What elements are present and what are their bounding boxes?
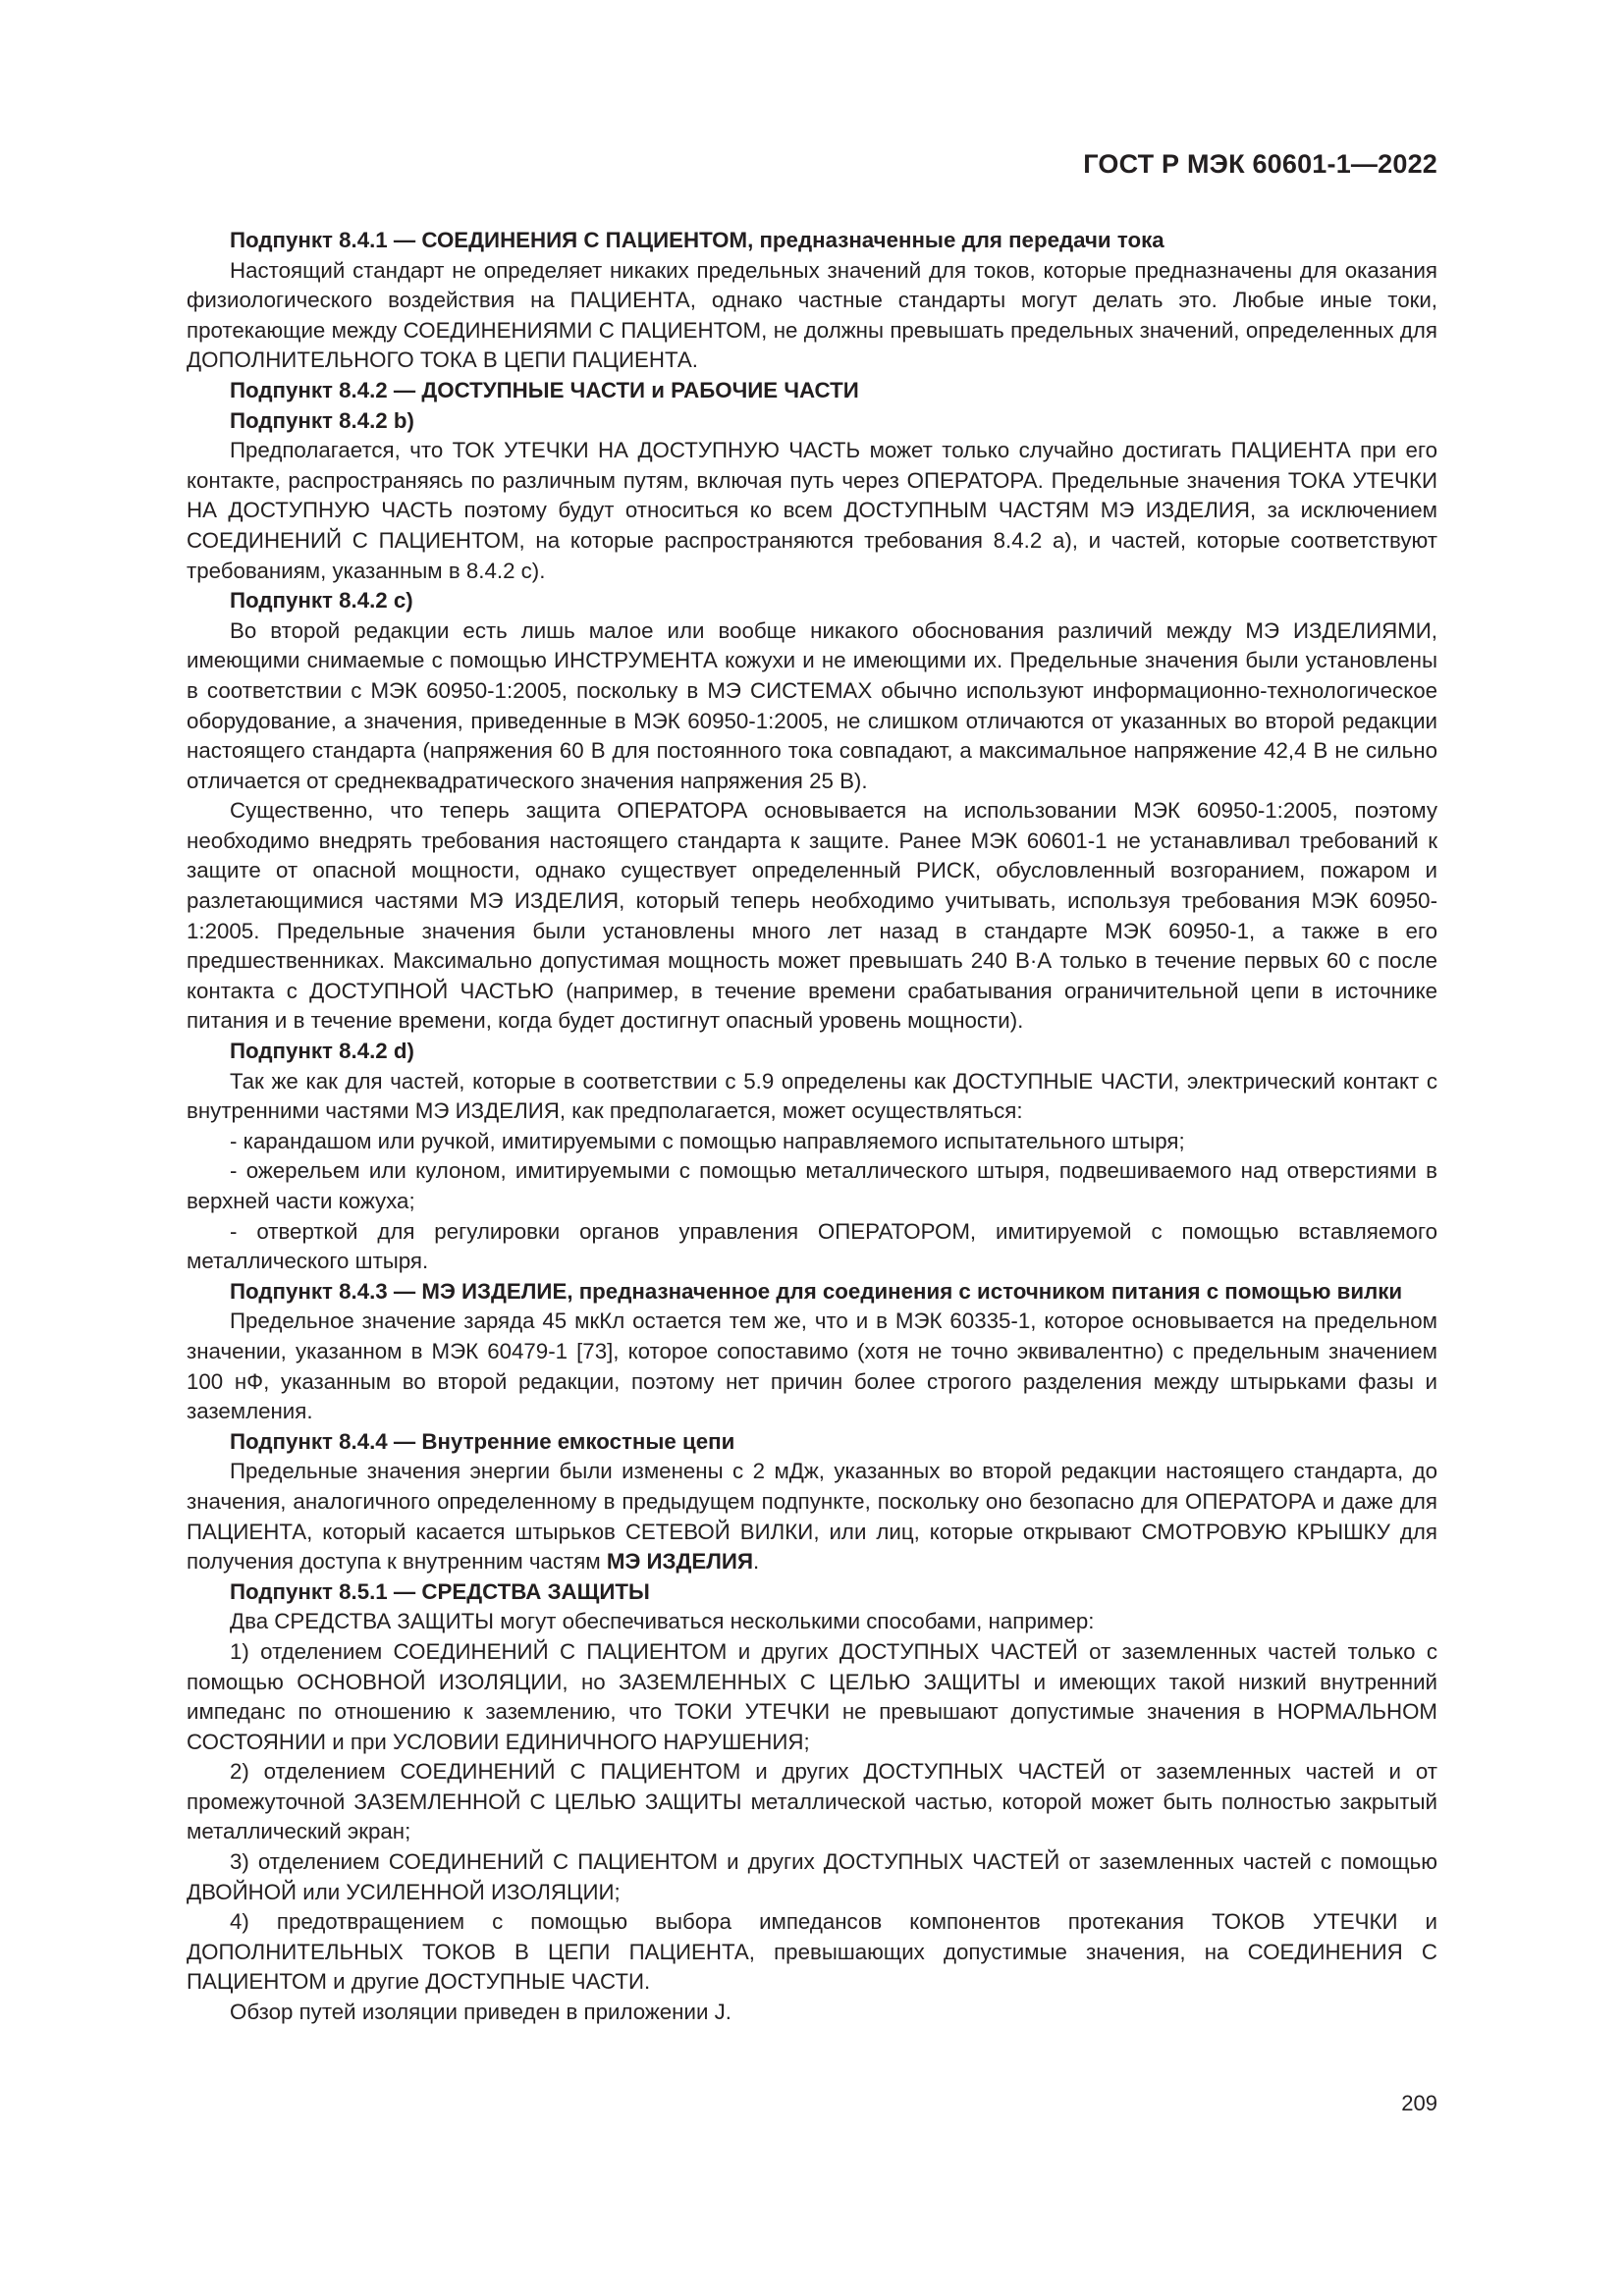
section-heading-8-4-2-d: Подпункт 8.4.2 d) xyxy=(230,1039,414,1064)
paragraph: Два СРЕДСТВА ЗАЩИТЫ могут обеспечиваться несколькими способами, например: xyxy=(230,1609,1095,1634)
bold-term: МЭ ИЗДЕЛИЯ xyxy=(606,1549,753,1575)
paragraph-end: . xyxy=(752,1549,760,1575)
paragraph: Существенно, что теперь защита ОПЕРАТОРА основывается на использовании МЭК 60950-1:2005, поэтому необходимо внедрять требования настоящего стандарта к защите. Ранее МЭК 60601-1 не устанавливал требований к защите от опасной мощности, однако существует определенный РИСК, обусловленный возгоранием, пожаром и разлетающимися частями МЭ ИЗДЕЛИЯ, который теперь необходимо учитывать, используя требования МЭК 60950-1:2005. Предельные значения были установлены много лет назад в стандарте МЭК 60950-1, а также в его предшественниках. Максимально допустимая мощность может превышать 240 В·А только в течение первых 60 с после контакта с ДОСТУПНОЙ ЧАСТЬЮ (например, в течение времени срабатывания ограничительной цепи в источнике питания и в течение времени, когда будет достигнут опасный уровень мощности). xyxy=(187,798,1437,1034)
paragraph xyxy=(187,1457,1437,1576)
section-heading-8-4-2-c: Подпункт 8.4.2 c) xyxy=(230,588,413,614)
paragraph-text: Предельные значения энергии были изменены с 2 мДж, указанных во второй редакции настоящего стандарта, до значения, аналогичного определенному в предыдущем подпункте, поскольку оно безопасно для ОПЕРАТОРА и даже для ПАЦИЕНТА, который касается штырьков СЕТЕВОЙ ВИЛКИ, или лиц, которые открывают СМОТРОВУЮ КРЫШКУ для получения доступа к внутренним частям xyxy=(187,1459,1437,1575)
list-item: - ожерельем или кулоном, имитируемыми с помощью металлического штыря, подвешиваемого над отверстиями в верхней части кожуха; xyxy=(187,1158,1437,1213)
paragraph: Настоящий стандарт не определяет никаких предельных значений для токов, которые предназначены для оказания физиологического воздействия на ПАЦИЕНТА, однако частные стандарты могут делать это. Любые иные токи, протекающие между СОЕДИНЕНИЯМИ С ПАЦИЕНТОМ, не должны превышать предельных значений, определенных для ДОПОЛНИТЕЛЬНОГО ТОКА В ЦЕПИ ПАЦИЕНТА. xyxy=(187,257,1437,373)
section-heading-8-4-2-b: Подпункт 8.4.2 b) xyxy=(230,407,414,433)
paragraph: Предполагается, что ТОК УТЕЧКИ НА ДОСТУПНУЮ ЧАСТЬ может только случайно достигать ПАЦИЕНТА при его контакте, распространяясь по различным путям, включая путь через ОПЕРАТОРА. Предельные значения ТОКА УТЕЧКИ НА ДОСТУПНУЮ ЧАСТЬ поэтому будут относиться ко всем ДОСТУПНЫМ ЧАСТЯМ МЭ ИЗДЕЛИЯ, за исключением СОЕДИНЕНИЙ С ПАЦИЕНТОМ, на которые распространяются требования 8.4.2 а), и частей, которые соответствуют требованиям, указанным в 8.4.2 с). xyxy=(187,438,1437,583)
section-heading-8-4-1: Подпункт 8.4.1 — СОЕДИНЕНИЯ С ПАЦИЕНТОМ, предназначенные для передачи тока xyxy=(230,228,1164,252)
section-heading-8-4-3: Подпункт 8.4.3 — МЭ ИЗДЕЛИЕ, предназначенное для соединения с источником питания с помощью вилки xyxy=(230,1278,1403,1304)
page-number: 209 xyxy=(1401,2091,1437,2115)
list-item: 1) отделением СОЕДИНЕНИЙ С ПАЦИЕНТОМ и других ДОСТУПНЫХ ЧАСТЕЙ от заземленных частей только с помощью ОСНОВНОЙ ИЗОЛЯЦИИ, но ЗАЗЕМЛЕННЫХ С ЦЕЛЬЮ ЗАЩИТЫ и имеющих такой низкий внутренний импеданс по отношению к заземлению, что ТОКИ УТЕЧКИ не превышают допустимые значения в НОРМАЛЬНОМ СОСТОЯНИИ и при УСЛОВИИ ЕДИНИЧНОГО НАРУШЕНИЯ; xyxy=(187,1638,1437,1754)
section-heading-8-4-2: Подпункт 8.4.2 — ДОСТУПНЫЕ ЧАСТИ и РАБОЧИЕ ЧАСТИ xyxy=(230,377,859,402)
section-heading-8-4-4: Подпункт 8.4.4 — Внутренние емкостные цепи xyxy=(230,1428,735,1454)
section-heading-8-5-1: Подпункт 8.5.1 — СРЕДСТВА ЗАЩИТЫ xyxy=(230,1578,650,1604)
list-item: 3) отделением СОЕДИНЕНИЙ С ПАЦИЕНТОМ и других ДОСТУПНЫХ ЧАСТЕЙ от заземленных частей с помощью ДВОЙНОЙ или УСИЛЕННОЙ ИЗОЛЯЦИИ; xyxy=(187,1849,1437,1904)
list-item: 2) отделением СОЕДИНЕНИЙ С ПАЦИЕНТОМ и других ДОСТУПНЫХ ЧАСТЕЙ от заземленных частей и от промежуточной ЗАЗЕМЛЕННОЙ С ЦЕЛЬЮ ЗАЩИТЫ металлической частью, которой может быть полностью закрытый металлический экран; xyxy=(187,1759,1437,1844)
list-item: - отверткой для регулировки органов управления ОПЕРАТОРОМ, имитируемой с помощью вставляемого металлического штыря. xyxy=(187,1218,1437,1274)
paragraph: Предельное значение заряда 45 мкКл остается тем же, что и в МЭК 60335-1, которое основывается на предельном значении, указанном в МЭК 60479-1 [73], которое сопоставимо (хотя не точно эквивалентно) с предельным значением 100 нФ, указанным во второй редакции, поэтому нет причин более строгого разделения между штырьками фазы и заземления. xyxy=(187,1308,1437,1424)
paragraph: Так же как для частей, которые в соответствии с 5.9 определены как ДОСТУПНЫЕ ЧАСТИ, электрический контакт с внутренними частями МЭ ИЗДЕЛИЯ, как предполагается, может осуществляться: xyxy=(187,1068,1437,1124)
document-id: ГОСТ Р МЭК 60601-1—2022 xyxy=(1083,149,1437,179)
page-body xyxy=(187,226,1437,2028)
list-item: 4) предотвращением с помощью выбора импедансов компонентов протекания ТОКОВ УТЕЧКИ и ДОПОЛНИТЕЛЬНЫХ ТОКОВ В ЦЕПИ ПАЦИЕНТА, превышающих допустимые значения, на СОЕДИНЕНИЯ С ПАЦИЕНТОМ и другие ДОСТУПНЫЕ ЧАСТИ. xyxy=(187,1909,1437,1995)
document-header xyxy=(1083,149,1437,180)
paragraph: Во второй редакции есть лишь малое или вообще никакого обоснования различий между МЭ ИЗДЕЛИЯМИ, имеющими снимаемые с помощью ИНСТРУМЕНТА кожухи и не имеющими их. Предельные значения были установлены в соответствии с МЭК 60950-1:2005, поскольку в МЭ СИСТЕМАХ обычно используют информационно-технологическое оборудование, а значения, приведенные в МЭК 60950-1:2005, не слишком отличаются от указанных во второй редакции настоящего стандарта (напряжения 60 В для постоянного тока совпадают, а максимальное напряжение 42,4 В не сильно отличается от среднеквадратического значения напряжения 25 В). xyxy=(187,617,1437,793)
list-item: - карандашом или ручкой, имитируемыми с помощью направляемого испытательного штыря; xyxy=(230,1128,1185,1153)
paragraph: Обзор путей изоляции приведен в приложении J. xyxy=(230,2000,731,2025)
